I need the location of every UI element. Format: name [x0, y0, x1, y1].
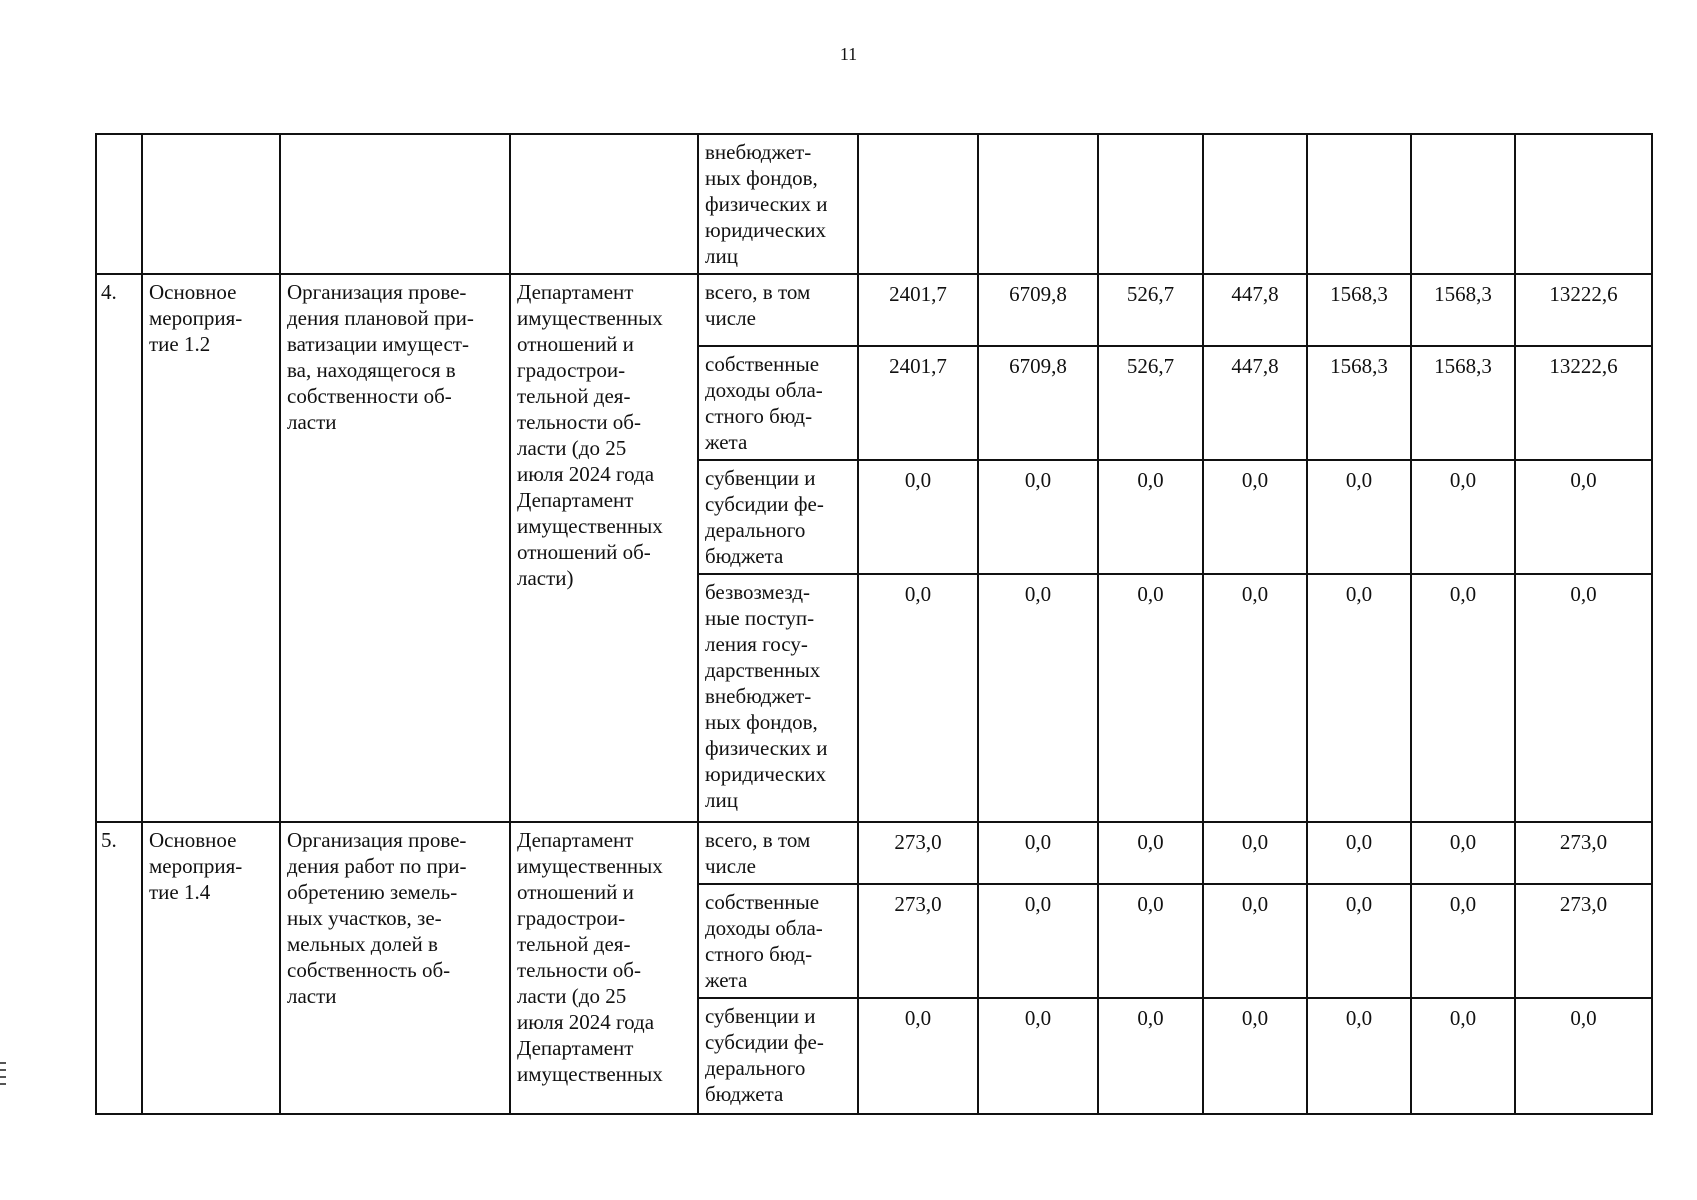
- value-cell: 1568,3: [1307, 346, 1411, 460]
- value-cell: 0,0: [858, 574, 978, 822]
- funding-source-cell: всего, в том числе: [698, 822, 858, 884]
- table-cell: [280, 134, 510, 274]
- value-cell: 0,0: [858, 998, 978, 1114]
- value-cell: 0,0: [1307, 460, 1411, 574]
- funding-source-cell: собственные доходы обла- стного бюд- жета: [698, 884, 858, 998]
- description-cell: Организация прове- дения плановой при- ватизации имущест- ва, находящегося в собственности об- ласти: [280, 274, 510, 822]
- value-cell: 2401,7: [858, 346, 978, 460]
- table-cell: [96, 134, 142, 274]
- table-cell: [1203, 134, 1307, 274]
- value-cell: 0,0: [1203, 884, 1307, 998]
- value-cell: 0,0: [858, 460, 978, 574]
- value-cell: 0,0: [1411, 998, 1515, 1114]
- value-cell: 1568,3: [1411, 274, 1515, 346]
- table-cell: [142, 134, 280, 274]
- value-cell: 2401,7: [858, 274, 978, 346]
- description-cell: Организация прове- дения работ по при- обретению земель- ных участков, зе- мельных долей в собственность об- ласти: [280, 822, 510, 1114]
- value-cell: 0,0: [1411, 884, 1515, 998]
- row-index: 4.: [96, 274, 142, 822]
- value-cell: 13222,6: [1515, 346, 1652, 460]
- value-cell: 0,0: [1307, 884, 1411, 998]
- value-cell: 0,0: [1307, 998, 1411, 1114]
- value-cell: 0,0: [1203, 460, 1307, 574]
- value-cell: 273,0: [858, 884, 978, 998]
- funding-source-cell: внебюджет- ных фондов, физических и юридических лиц: [698, 134, 858, 274]
- table-cell: [510, 134, 698, 274]
- value-cell: 0,0: [1203, 822, 1307, 884]
- value-cell: 0,0: [1515, 998, 1652, 1114]
- value-cell: 273,0: [1515, 822, 1652, 884]
- funding-source-cell: субвенции и субсидии фе- дерального бюджета: [698, 998, 858, 1114]
- activity-cell: Основное мероприя- тие 1.4: [142, 822, 280, 1114]
- table-cell: [978, 134, 1098, 274]
- table-cell: [858, 134, 978, 274]
- value-cell: 0,0: [978, 574, 1098, 822]
- value-cell: 0,0: [978, 998, 1098, 1114]
- value-cell: 13222,6: [1515, 274, 1652, 346]
- budget-table: [95, 133, 1653, 1115]
- executor-cell: Департамент имущественных отношений и градострои- тельной дея- тельности об- ласти (до 25 июля 2024 года Департамент имущественных: [510, 822, 698, 1114]
- funding-source-cell: всего, в том числе: [698, 274, 858, 346]
- table-cell: [1515, 134, 1652, 274]
- value-cell: 0,0: [1098, 998, 1203, 1114]
- value-cell: 273,0: [858, 822, 978, 884]
- value-cell: 447,8: [1203, 346, 1307, 460]
- executor-cell: Департамент имущественных отношений и градострои- тельной дея- тельности об- ласти (до 25 июля 2024 года Департамент имущественных отношений об- ласти): [510, 274, 698, 822]
- value-cell: 273,0: [1515, 884, 1652, 998]
- value-cell: 447,8: [1203, 274, 1307, 346]
- value-cell: 0,0: [1411, 822, 1515, 884]
- value-cell: 6709,8: [978, 274, 1098, 346]
- funding-source-cell: субвенции и субсидии фе- дерального бюджета: [698, 460, 858, 574]
- value-cell: 1568,3: [1411, 346, 1515, 460]
- table-cell: [1411, 134, 1515, 274]
- table-row: [96, 274, 1652, 346]
- scan-margin-marks: [0, 1062, 6, 1090]
- funding-source-cell: безвозмезд- ные поступ- ления госу- дарственных внебюджет- ных фондов, физических и юридических лиц: [698, 574, 858, 822]
- value-cell: 0,0: [1098, 884, 1203, 998]
- table-row: [96, 822, 1652, 884]
- value-cell: 0,0: [1203, 574, 1307, 822]
- value-cell: 6709,8: [978, 346, 1098, 460]
- value-cell: 0,0: [1203, 998, 1307, 1114]
- value-cell: 0,0: [1098, 460, 1203, 574]
- funding-source-cell: собственные доходы обла- стного бюд- жета: [698, 346, 858, 460]
- value-cell: 0,0: [1411, 460, 1515, 574]
- continuation-row: [96, 134, 1652, 274]
- value-cell: 0,0: [978, 460, 1098, 574]
- table-cell: [1098, 134, 1203, 274]
- value-cell: 0,0: [978, 884, 1098, 998]
- row-index: 5.: [96, 822, 142, 1114]
- value-cell: 0,0: [1098, 822, 1203, 884]
- page-number: 11: [839, 44, 858, 64]
- value-cell: 0,0: [1098, 574, 1203, 822]
- value-cell: 0,0: [1307, 574, 1411, 822]
- value-cell: 526,7: [1098, 274, 1203, 346]
- table-cell: [1307, 134, 1411, 274]
- value-cell: 0,0: [1411, 574, 1515, 822]
- value-cell: 526,7: [1098, 346, 1203, 460]
- value-cell: 0,0: [1515, 574, 1652, 822]
- value-cell: 0,0: [1515, 460, 1652, 574]
- value-cell: 0,0: [1307, 822, 1411, 884]
- value-cell: 1568,3: [1307, 274, 1411, 346]
- value-cell: 0,0: [978, 822, 1098, 884]
- activity-cell: Основное мероприя- тие 1.2: [142, 274, 280, 822]
